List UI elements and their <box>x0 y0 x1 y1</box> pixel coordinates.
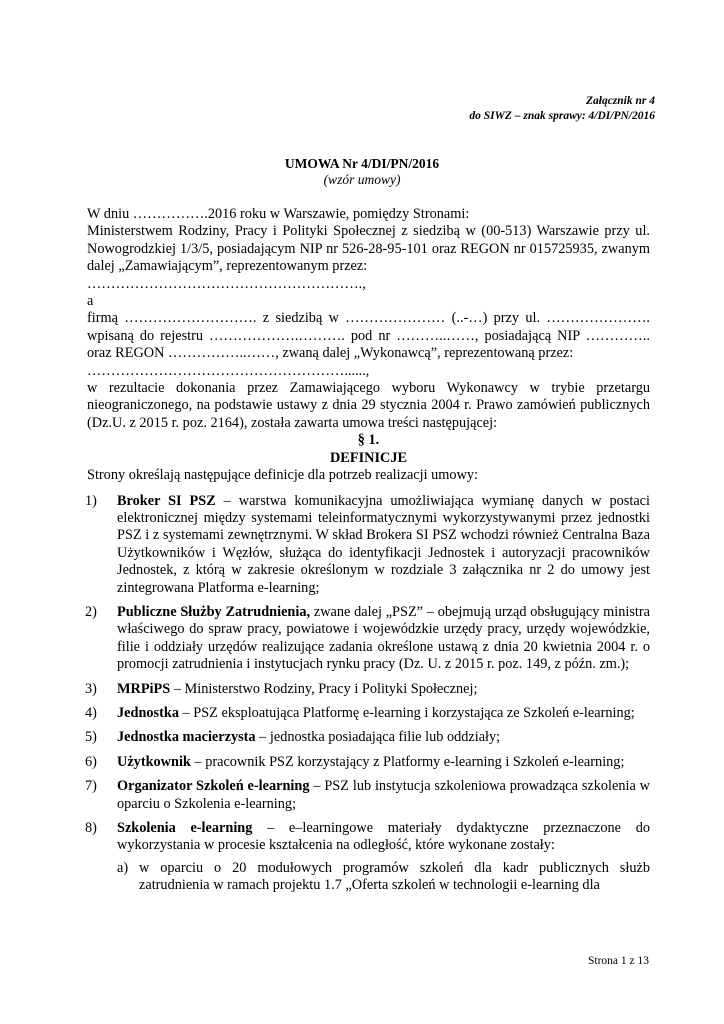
date-line: W dniu …………….2016 roku w Warszawie, pomiędzy Stronami: <box>87 206 470 222</box>
definition-number: 6) <box>85 753 97 770</box>
section-number: § 1. <box>357 432 380 449</box>
definition-number: 5) <box>85 729 97 746</box>
definition-text: zwane dalej „PSZ” – obejmują urząd obsługujący ministra właściwego do spraw pracy, powiatowe i wojewódzkie urzędy pracy, urzędy wojewódzkie, filie i oddziały urzędów realizujące zadania określone ustawą z dnia 20 kwietnia 2004 r. o promocji zatrudnienia i instytucjach rynku pracy (Dz. U. z 2015 r. poz. 149, z późn. zm.); <box>117 603 650 673</box>
definition-item <box>87 493 650 597</box>
sub-item <box>117 860 650 895</box>
definition-number: 2) <box>85 603 97 620</box>
definition-text: – Ministerstwo Rodziny, Pracy i Polityki Społecznej; <box>170 680 478 697</box>
section-intro: Strony określają następujące definicje dla potrzeb realizacji umowy: <box>87 467 479 484</box>
definition-term: Broker SI PSZ <box>117 492 216 509</box>
definition-text: – jednostka posiadająca filie lub oddziały; <box>255 729 501 746</box>
sub-item-text: w oparciu o 20 modułowych programów szkoleń dla kadr publicznych służb zatrudnienia w ramach projektu 1.7 „Oferta szkoleń w technologii e-learning dla <box>139 859 650 894</box>
definition-number: 3) <box>85 680 97 697</box>
contractor-party: firmą ………………………. z siedzibą w ………………… (..-…) przy ul. …………………. wpisaną do rejestru ……………….………. pod nr ………..……, posiadającą NIP ………….. oraz REGON ……………..……, zwaną dalej „Wykonawcą”, reprezentowaną przez: <box>87 310 650 362</box>
document-subtitle: (wzór umowy) <box>323 172 401 187</box>
section-heading: DEFINICJE <box>329 449 408 466</box>
definition-term: Szkolenia e-learning <box>117 820 253 836</box>
result-clause: w rezultacie dokonania przez Zamawiającego wyboru Wykonawcy w trybie przetargu nieograniczonego, na podstawie ustawy z dnia 29 stycznia 2004 r. Prawo zamówień publicznych (Dz.U. z 2015 r. poz. 2164), została zawarta umowa treści następującej: <box>87 380 650 431</box>
definition-item <box>87 604 650 674</box>
definition-number: 1) <box>85 492 97 509</box>
definition-item <box>87 729 650 746</box>
page-number: Strona 1 z 13 <box>587 955 649 967</box>
definition-text: – warstwa komunikacyjna umożliwiająca wymianę danych w postaci elektronicznej między systemami teleinformatycznymi wykorzystywanymi przez jednostki PSZ i z systemami zewnętrznymi. W skład Brokera SI PSZ wchodzi również Centralna Baza Użytkowników i Węzłów, służąca do identyfikacji Jednostek i autoryzacji pracowników Jednostek, z którą w zakresie określonym w rozdziale 3 załącznika nr 2 do umowy jest zintegrowana Platforma e-learning; <box>117 492 650 596</box>
definition-item <box>87 705 650 722</box>
and-conjunction: a <box>87 293 94 310</box>
definitions-list <box>87 493 650 895</box>
definition-item <box>87 681 650 698</box>
definition-text: – PSZ eksploatująca Platformę e-learning i korzystająca ze Szkoleń e-learning; <box>178 704 635 721</box>
definition-term: Użytkownik <box>117 753 191 770</box>
definition-term: Organizator Szkoleń e-learning <box>117 778 310 795</box>
representative-dots-1: …………………………………………………., <box>87 275 366 292</box>
definition-term: Jednostka macierzysta <box>117 729 256 746</box>
definition-text: – pracownik PSZ korzystający z Platformy e-learning i Szkoleń e-learning; <box>190 753 625 770</box>
definition-term: Publiczne Służby Zatrudnienia, <box>117 603 311 620</box>
document-title: UMOWA Nr 4/DI/PN/2016 <box>284 156 440 171</box>
definition-term: Jednostka <box>117 704 179 721</box>
annex-line-1: Załącznik nr 4 <box>585 95 655 107</box>
definition-number: 7) <box>85 778 97 795</box>
definition-item <box>87 754 650 771</box>
document-body <box>87 206 650 902</box>
sub-list <box>117 860 650 895</box>
annex-header <box>469 94 655 123</box>
annex-line-2: do SIWZ – znak sprawy: 4/DI/PN/2016 <box>469 109 655 122</box>
definition-term: MRPiPS <box>117 680 171 697</box>
ministry-party: Ministerstwem Rodziny, Pracy i Polityki Społecznej z siedzibą w (00-513) Warszawie przy ul. Nowogrodzkiej 1/3/5, posiadającym NIP nr 526-28-95-101 oraz REGON nr 015725935, zwanym dalej „Zamawiającym”, reprezentowanym przez: <box>87 223 650 275</box>
definition-number: 8) <box>85 820 97 836</box>
sub-item-letter: a) <box>117 859 129 876</box>
definition-item <box>87 778 650 813</box>
definition-text: – PSZ lub instytucja szkoleniowa prowadząca szkolenia w oparciu o Szkolenia e-learning; <box>117 778 650 812</box>
representative-dots-2: ………………………………………………......, <box>87 362 370 379</box>
definition-number: 4) <box>85 704 97 721</box>
definition-item <box>87 820 650 895</box>
definition-text: – e–learningowe materiały dydaktyczne przeznaczone do wykorzystania w procesie kształcenia na odległość, które wykonane zostały: <box>117 820 650 854</box>
